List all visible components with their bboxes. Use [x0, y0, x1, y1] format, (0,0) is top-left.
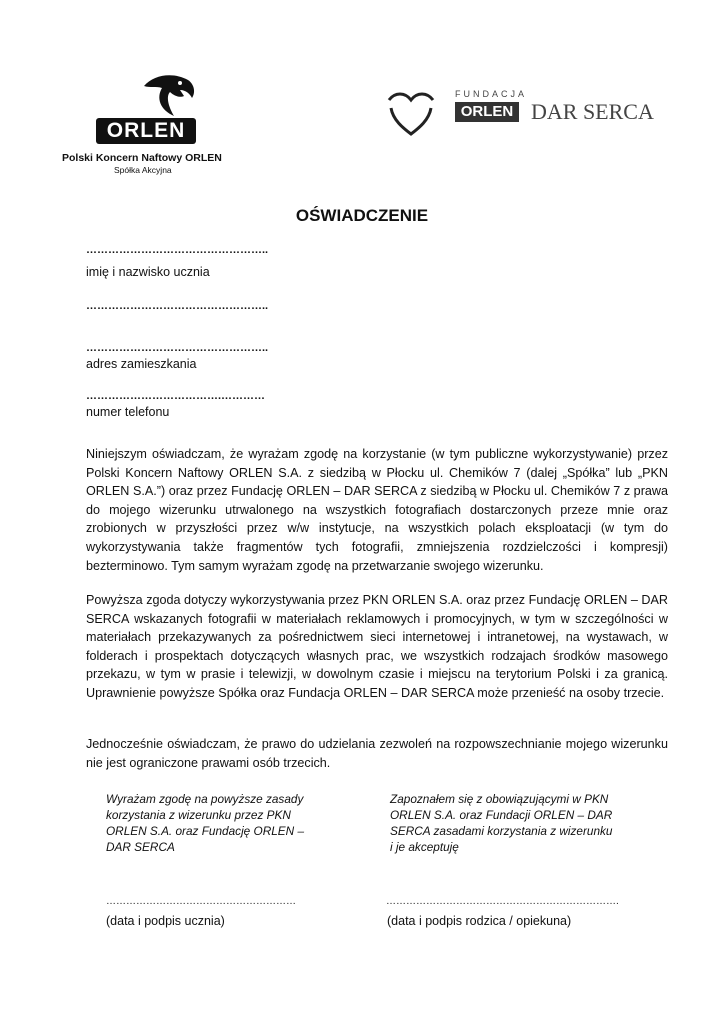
phone-label: numer telefonu — [86, 405, 170, 419]
consent-left — [106, 791, 336, 855]
paragraph-scope: Powyższa zgoda dotyczy wykorzystywania przez PKN ORLEN S.A. oraz przez Fundację ORLEN – DAR SERCA wskazanych fotografii w materiałach reklamowych i promocyjnych, w tym w szczególności w materiałach przekazywanych za pośrednictwem sieci internetowej i intranetowej, na wystawach, w folderach i prospektach dotyczących własnych prac, we wszystkich rodzajach środków masowego przekazu, w tym w prasie i telewizji, w dowolnym czasie i miejscu na terytorium Polski i za granicą. Uprawnienie powyższe Spółka oraz Fundacja ORLEN – DAR SERCA może przenieść na osoby trzecie. — [86, 593, 668, 700]
consent-right-line: ORLEN S.A. oraz Fundacji ORLEN – DAR — [390, 808, 613, 822]
parent-signature-line: ……………………………………………………………. — [386, 896, 619, 907]
consent-left-line: korzystania z wizerunku przez PKN — [106, 808, 291, 822]
consent-right — [390, 791, 640, 855]
name-label: imię i nazwisko ucznia — [86, 265, 210, 279]
student-signature-line: ………………………………………………… — [106, 896, 296, 907]
document-title: OŚWIADCZENIE — [295, 206, 429, 225]
consent-left-line: ORLEN S.A. oraz Fundację ORLEN – — [106, 824, 305, 838]
eagle-icon — [140, 72, 200, 118]
fundacja-logo — [385, 86, 655, 146]
heart-icon — [385, 88, 437, 138]
paragraph-consent: Niniejszym oświadczam, że wyrażam zgodę na korzystanie (w tym publiczne wykorzystywanie) przez Polski Koncern Naftowy ORLEN S.A. z siedzibą w Płocku ul. Chemików 7 (dalej „Spółka” lub „PKN ORLEN S.A.”) oraz przez Fundację ORLEN – DAR SERCA z siedzibą w Płocku ul. Chemików 7 z prawa do mojego wizerunku utrwalonego na wszystkich fotografiach dostarczonych przeze mnie oraz zrobionych w przyszłości przez w/w instytucje, na wszystkich polach eksploatacji (w tym do wykorzystywania także fragmentów tych fotografii, zmniejszenia rozdzielczości i kompresji) bezterminowo. Tym samym wyrażam zgodę na przetwarzanie swojego wizerunku. — [86, 447, 668, 573]
address-line-1: ………………………………………….. — [86, 300, 269, 312]
address-label: adres zamieszkania — [86, 357, 197, 371]
phone-line: ……………………………….………… — [86, 390, 266, 402]
consent-right-line: SERCA zasadami korzystania z wizerunku — [390, 824, 613, 838]
company-type: Spółka Akcyjna — [114, 165, 172, 175]
consent-left-line: Wyrażam zgodę na powyższe zasady — [106, 792, 304, 806]
name-line: ………………………………………….. — [86, 244, 269, 256]
consent-left-line: DAR SERCA — [106, 840, 175, 854]
consent-right-line: Zapoznałem się z obowiązującymi w PKN — [390, 792, 609, 806]
company-name: Polski Koncern Naftowy ORLEN — [62, 152, 222, 164]
consent-right-line: i je akceptuję — [390, 840, 459, 854]
pkn-orlen-logo — [62, 72, 262, 182]
parent-signature-label: (data i podpis rodzica / opiekuna) — [387, 914, 572, 928]
orlen-logo-box: ORLEN — [96, 118, 196, 144]
foundation-orlen-box: ORLEN — [455, 102, 519, 122]
student-signature-label: (data i podpis ucznia) — [106, 914, 225, 928]
paragraph-rights: Jednocześnie oświadczam, że prawo do udzielania zezwoleń na rozpowszechnianie mojego wizerunku nie jest ograniczone prawami osób trzecich. — [86, 737, 668, 770]
address-line-2: ………………………………………….. — [86, 342, 269, 354]
foundation-name: DAR SERCA — [531, 99, 654, 124]
foundation-label: FUNDACJA — [455, 89, 528, 99]
